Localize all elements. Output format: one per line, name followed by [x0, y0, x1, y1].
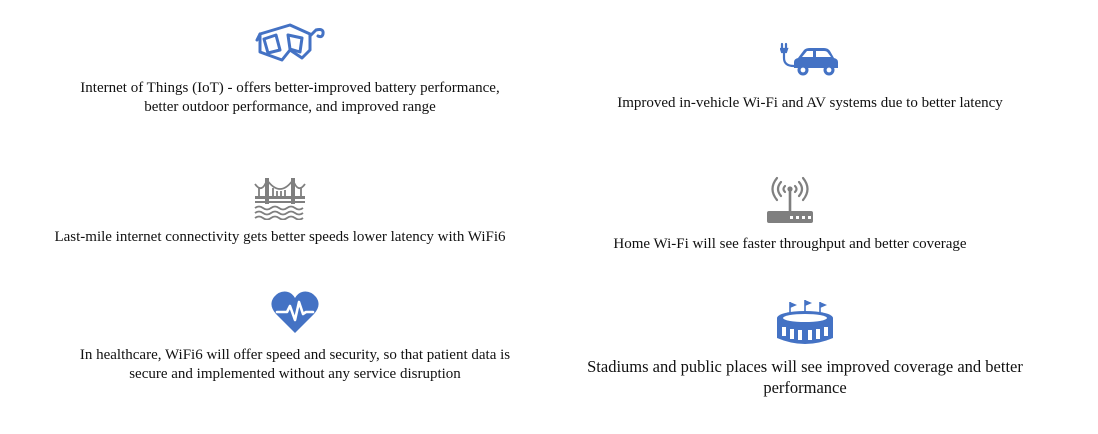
- lastmile-caption: Last-mile internet connectivity gets better speeds lower latency with WiFi6: [54, 229, 506, 245]
- home-wifi-benefit: [580, 175, 1000, 254]
- vehicle-benefit: [590, 42, 1030, 113]
- 3d-glasses-icon: [254, 22, 326, 68]
- iot-caption: Internet of Things (IoT) - offers better-improved battery performance, better outdoor performance, and improved range: [80, 80, 500, 115]
- bridge-icon: [254, 176, 306, 220]
- vehicle-caption: Improved in-vehicle Wi-Fi and AV systems due to better latency: [617, 95, 1003, 111]
- stadium-icon: [775, 300, 835, 346]
- stadium-caption: Stadiums and public places will see improved coverage and better performance: [587, 357, 1023, 397]
- electric-car-icon: [780, 42, 840, 80]
- healthcare-benefit: [50, 290, 540, 384]
- lastmile-benefit: [30, 176, 530, 247]
- home-wifi-caption: Home Wi-Fi will see faster throughput and better coverage: [613, 236, 967, 252]
- stadium-benefit: [560, 300, 1050, 398]
- iot-benefit: [40, 22, 540, 117]
- heartbeat-icon: [271, 290, 319, 334]
- wifi-router-icon: [765, 175, 815, 225]
- healthcare-caption: In healthcare, WiFi6 will offer speed and security, so that patient data is secure and implemented without any service disruption: [79, 347, 511, 382]
